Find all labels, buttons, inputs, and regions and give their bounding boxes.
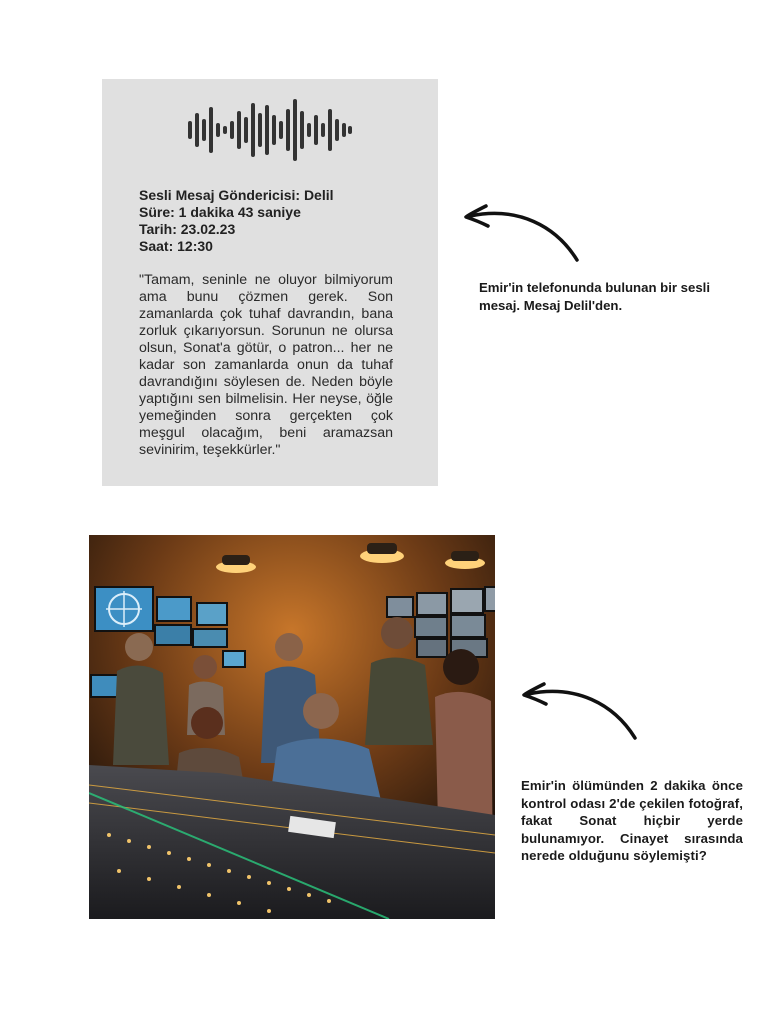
arrow-left-icon <box>460 200 582 264</box>
voice-message-meta <box>139 187 399 255</box>
voice-message-note: Emir'in telefonunda bulunan bir sesli mesaj. Mesaj Delil'den. <box>479 280 711 313</box>
sound-wave-icon <box>188 99 352 161</box>
duration-line: Süre: 1 dakika 43 saniye <box>139 204 301 220</box>
photo-note: Emir'in ölümünden 2 dakika önce kontrol odası 2'de çekilen fotoğraf, fakat Sonat hiçbir yerde bulunamıyor. Cinayet sırasında nerede olduğunu söylemişti? <box>521 778 743 863</box>
arrow-left-icon <box>518 678 640 742</box>
date-line: Tarih: 23.02.23 <box>139 221 236 237</box>
time-line: Saat: 12:30 <box>139 238 213 254</box>
voice-message-transcript: "Tamam, seninle ne oluyor bilmiyorum ama bunu çözmen gerek. Son zamanlarda çok tuhaf davrandın, bana zorluk çıkarıyorsun. Sorunun ne olursa olsun, Sonat'a götür, o patron... her ne kadar son zamanlarda onun da tuhaf davrandığını söylesen de. Neden böyle yaptığını sen bilmelisin. Her neyse, öğle yemeğinden sonra gerçekten çok meşgul olacağım, beni aramazsan sevinirim, teşekkürler." <box>139 272 393 458</box>
voice-message-card <box>102 79 438 486</box>
sender-line: Sesli Mesaj Göndericisi: Delil <box>139 187 334 203</box>
control-room-photo <box>89 535 495 919</box>
